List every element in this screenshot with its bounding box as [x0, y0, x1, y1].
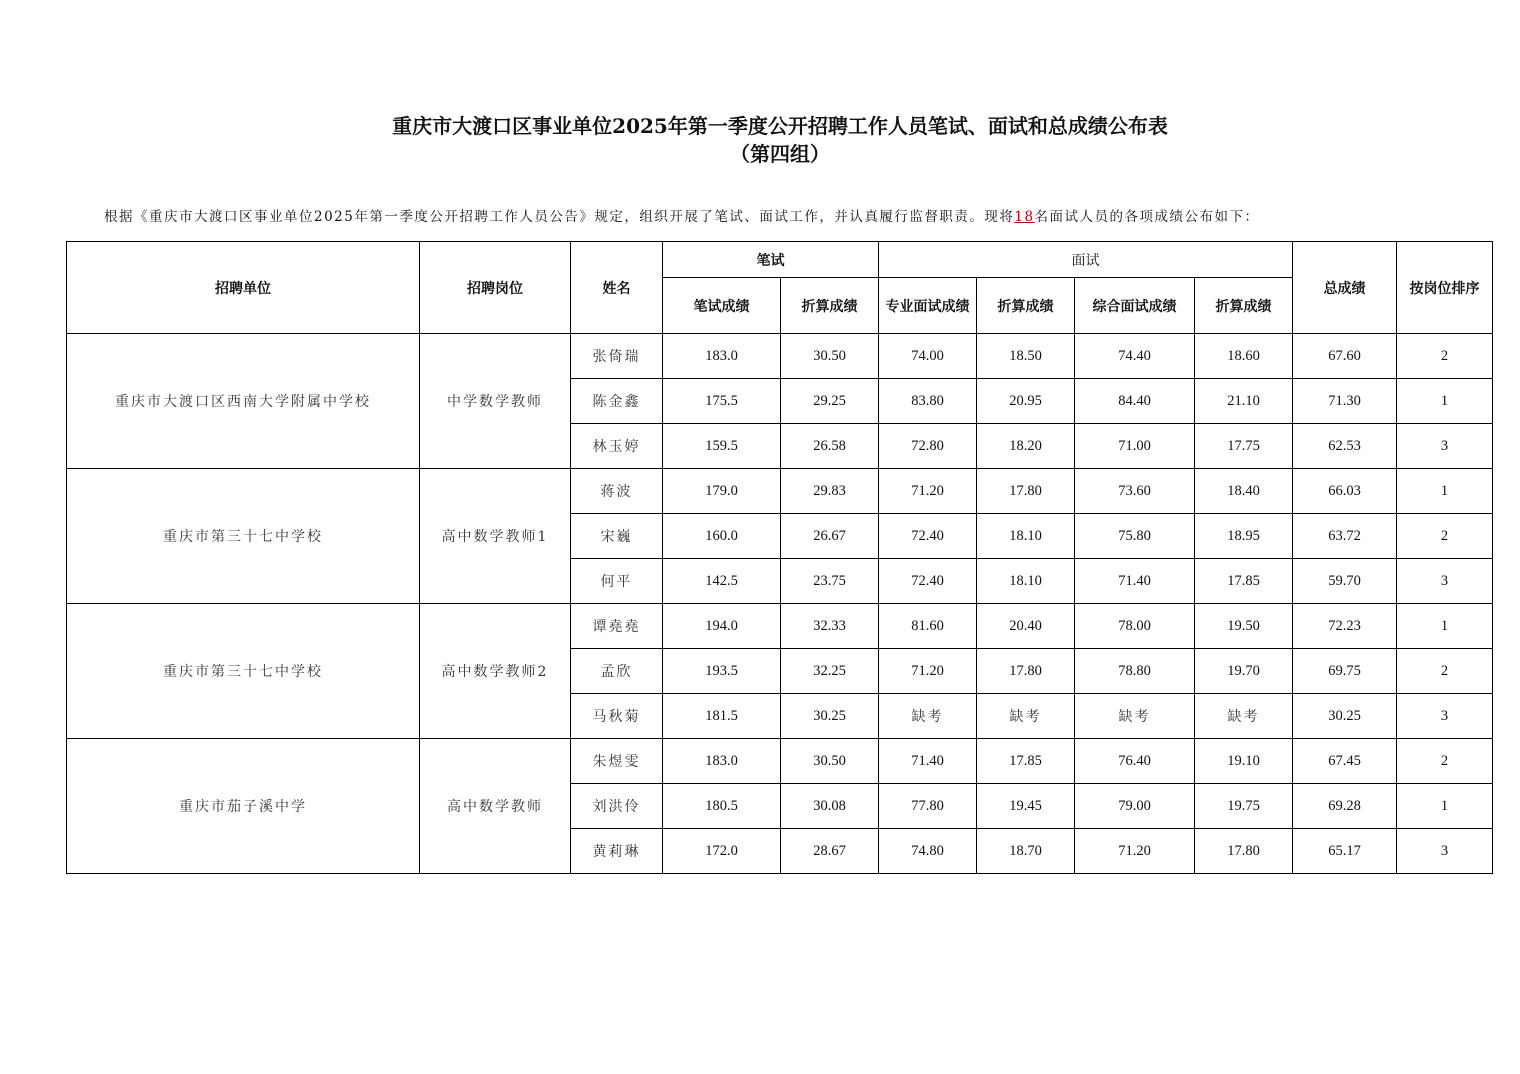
- cell-prof-converted: 缺考: [977, 694, 1075, 739]
- cell-written-score: 181.5: [663, 694, 781, 739]
- header-unit: 招聘单位: [67, 242, 420, 334]
- cell-prof-converted: 17.85: [977, 739, 1075, 784]
- cell-total: 63.72: [1293, 514, 1397, 559]
- cell-comp-converted: 17.80: [1195, 829, 1293, 874]
- cell-rank: 1: [1397, 469, 1493, 514]
- cell-written-converted: 30.25: [781, 694, 879, 739]
- cell-comp-converted: 19.50: [1195, 604, 1293, 649]
- cell-total: 59.70: [1293, 559, 1397, 604]
- cell-position: 高中数学教师: [420, 739, 571, 874]
- table-row: [67, 604, 1493, 649]
- cell-written-converted: 29.83: [781, 469, 879, 514]
- cell-comp-converted: 18.60: [1195, 334, 1293, 379]
- cell-prof-interview: 74.80: [879, 829, 977, 874]
- results-table: [66, 241, 1493, 874]
- cell-rank: 2: [1397, 739, 1493, 784]
- table-row: [67, 334, 1493, 379]
- intro-paragraph: [104, 205, 1504, 225]
- cell-comp-converted: 19.70: [1195, 649, 1293, 694]
- title-line-2: （第四组）: [730, 142, 830, 166]
- cell-comp-interview: 84.40: [1075, 379, 1195, 424]
- header-position: 招聘岗位: [420, 242, 571, 334]
- cell-rank: 1: [1397, 379, 1493, 424]
- cell-name: 刘洪伶: [571, 784, 663, 829]
- cell-prof-converted: 19.45: [977, 784, 1075, 829]
- cell-comp-converted: 缺考: [1195, 694, 1293, 739]
- cell-comp-interview: 78.80: [1075, 649, 1195, 694]
- cell-comp-interview: 78.00: [1075, 604, 1195, 649]
- cell-rank: 1: [1397, 604, 1493, 649]
- cell-prof-interview: 81.60: [879, 604, 977, 649]
- cell-prof-converted: 17.80: [977, 469, 1075, 514]
- cell-comp-interview: 73.60: [1075, 469, 1195, 514]
- cell-comp-interview: 74.40: [1075, 334, 1195, 379]
- cell-prof-interview: 77.80: [879, 784, 977, 829]
- cell-written-score: 142.5: [663, 559, 781, 604]
- cell-comp-interview: 缺考: [1075, 694, 1195, 739]
- cell-comp-converted: 19.75: [1195, 784, 1293, 829]
- cell-prof-interview: 71.40: [879, 739, 977, 784]
- header-total: 总成绩: [1293, 242, 1397, 334]
- cell-name: 马秋菊: [571, 694, 663, 739]
- cell-written-score: 179.0: [663, 469, 781, 514]
- cell-total: 30.25: [1293, 694, 1397, 739]
- header-rank: 按岗位排序: [1397, 242, 1493, 334]
- cell-written-converted: 30.50: [781, 334, 879, 379]
- cell-written-converted: 23.75: [781, 559, 879, 604]
- cell-written-converted: 29.25: [781, 379, 879, 424]
- cell-name: 陈金鑫: [571, 379, 663, 424]
- cell-comp-interview: 79.00: [1075, 784, 1195, 829]
- cell-written-converted: 32.25: [781, 649, 879, 694]
- cell-written-converted: 28.67: [781, 829, 879, 874]
- cell-rank: 2: [1397, 514, 1493, 559]
- cell-position: 中学数学教师: [420, 334, 571, 469]
- table-row: [67, 739, 1493, 784]
- cell-comp-converted: 17.85: [1195, 559, 1293, 604]
- cell-name: 黄莉琳: [571, 829, 663, 874]
- cell-rank: 2: [1397, 649, 1493, 694]
- cell-comp-interview: 71.40: [1075, 559, 1195, 604]
- cell-written-score: 159.5: [663, 424, 781, 469]
- cell-unit: 重庆市大渡口区西南大学附属中学校: [67, 334, 420, 469]
- header-prof-converted: 折算成绩: [977, 278, 1075, 334]
- cell-comp-interview: 71.00: [1075, 424, 1195, 469]
- cell-written-score: 183.0: [663, 334, 781, 379]
- cell-written-score: 160.0: [663, 514, 781, 559]
- cell-rank: 3: [1397, 829, 1493, 874]
- header-written-group: 笔试: [663, 242, 879, 278]
- cell-total: 69.28: [1293, 784, 1397, 829]
- cell-total: 69.75: [1293, 649, 1397, 694]
- cell-name: 孟欣: [571, 649, 663, 694]
- cell-total: 71.30: [1293, 379, 1397, 424]
- cell-name: 宋巍: [571, 514, 663, 559]
- cell-unit: 重庆市第三十七中学校: [67, 604, 420, 739]
- cell-position: 高中数学教师2: [420, 604, 571, 739]
- cell-prof-interview: 83.80: [879, 379, 977, 424]
- cell-written-score: 193.5: [663, 649, 781, 694]
- cell-comp-converted: 21.10: [1195, 379, 1293, 424]
- cell-prof-converted: 20.40: [977, 604, 1075, 649]
- intro-text-before: 根据《重庆市大渡口区事业单位2025年第一季度公开招聘工作人员公告》规定，组织开展了笔试、面试工作，并认真履行监督职责。现将: [104, 209, 1015, 225]
- cell-unit: 重庆市第三十七中学校: [67, 469, 420, 604]
- cell-written-score: 183.0: [663, 739, 781, 784]
- cell-comp-converted: 18.40: [1195, 469, 1293, 514]
- document-title: [0, 112, 1520, 168]
- cell-prof-interview: 71.20: [879, 469, 977, 514]
- cell-prof-converted: 17.80: [977, 649, 1075, 694]
- cell-written-score: 175.5: [663, 379, 781, 424]
- cell-name: 朱煜雯: [571, 739, 663, 784]
- header-written-converted: 折算成绩: [781, 278, 879, 334]
- cell-name: 何平: [571, 559, 663, 604]
- cell-rank: 2: [1397, 334, 1493, 379]
- header-prof-interview: 专业面试成绩: [879, 278, 977, 334]
- table-row: [67, 469, 1493, 514]
- cell-position: 高中数学教师1: [420, 469, 571, 604]
- cell-comp-interview: 75.80: [1075, 514, 1195, 559]
- cell-written-converted: 30.08: [781, 784, 879, 829]
- header-comp-interview: 综合面试成绩: [1075, 278, 1195, 334]
- cell-total: 62.53: [1293, 424, 1397, 469]
- cell-written-converted: 30.50: [781, 739, 879, 784]
- cell-prof-converted: 20.95: [977, 379, 1075, 424]
- cell-total: 67.45: [1293, 739, 1397, 784]
- cell-total: 66.03: [1293, 469, 1397, 514]
- cell-prof-interview: 71.20: [879, 649, 977, 694]
- cell-total: 67.60: [1293, 334, 1397, 379]
- cell-rank: 3: [1397, 424, 1493, 469]
- header-interview-group: 面试: [879, 242, 1293, 278]
- cell-comp-converted: 18.95: [1195, 514, 1293, 559]
- cell-prof-interview: 74.00: [879, 334, 977, 379]
- cell-written-converted: 26.58: [781, 424, 879, 469]
- cell-total: 72.23: [1293, 604, 1397, 649]
- header-written-score: 笔试成绩: [663, 278, 781, 334]
- cell-comp-converted: 19.10: [1195, 739, 1293, 784]
- cell-prof-converted: 18.50: [977, 334, 1075, 379]
- cell-prof-converted: 18.10: [977, 559, 1075, 604]
- header-comp-converted: 折算成绩: [1195, 278, 1293, 334]
- cell-comp-interview: 71.20: [1075, 829, 1195, 874]
- cell-prof-converted: 18.10: [977, 514, 1075, 559]
- cell-prof-interview: 72.80: [879, 424, 977, 469]
- cell-written-converted: 32.33: [781, 604, 879, 649]
- header-name: 姓名: [571, 242, 663, 334]
- cell-name: 蒋波: [571, 469, 663, 514]
- cell-written-score: 194.0: [663, 604, 781, 649]
- cell-prof-interview: 72.40: [879, 559, 977, 604]
- cell-comp-interview: 76.40: [1075, 739, 1195, 784]
- cell-unit: 重庆市茄子溪中学: [67, 739, 420, 874]
- intro-text-after: 名面试人员的各项成绩公布如下：: [1034, 209, 1260, 225]
- cell-comp-converted: 17.75: [1195, 424, 1293, 469]
- cell-prof-converted: 18.20: [977, 424, 1075, 469]
- cell-total: 65.17: [1293, 829, 1397, 874]
- cell-prof-interview: 缺考: [879, 694, 977, 739]
- cell-rank: 3: [1397, 559, 1493, 604]
- cell-prof-interview: 72.40: [879, 514, 977, 559]
- cell-written-converted: 26.67: [781, 514, 879, 559]
- cell-rank: 3: [1397, 694, 1493, 739]
- intro-count: 18: [1014, 209, 1035, 225]
- title-line-1: 重庆市大渡口区事业单位2025年第一季度公开招聘工作人员笔试、面试和总成绩公布表: [392, 114, 1168, 138]
- cell-rank: 1: [1397, 784, 1493, 829]
- cell-written-score: 172.0: [663, 829, 781, 874]
- cell-name: 谭堯堯: [571, 604, 663, 649]
- cell-name: 林玉婷: [571, 424, 663, 469]
- cell-written-score: 180.5: [663, 784, 781, 829]
- cell-name: 张倚瑞: [571, 334, 663, 379]
- cell-prof-converted: 18.70: [977, 829, 1075, 874]
